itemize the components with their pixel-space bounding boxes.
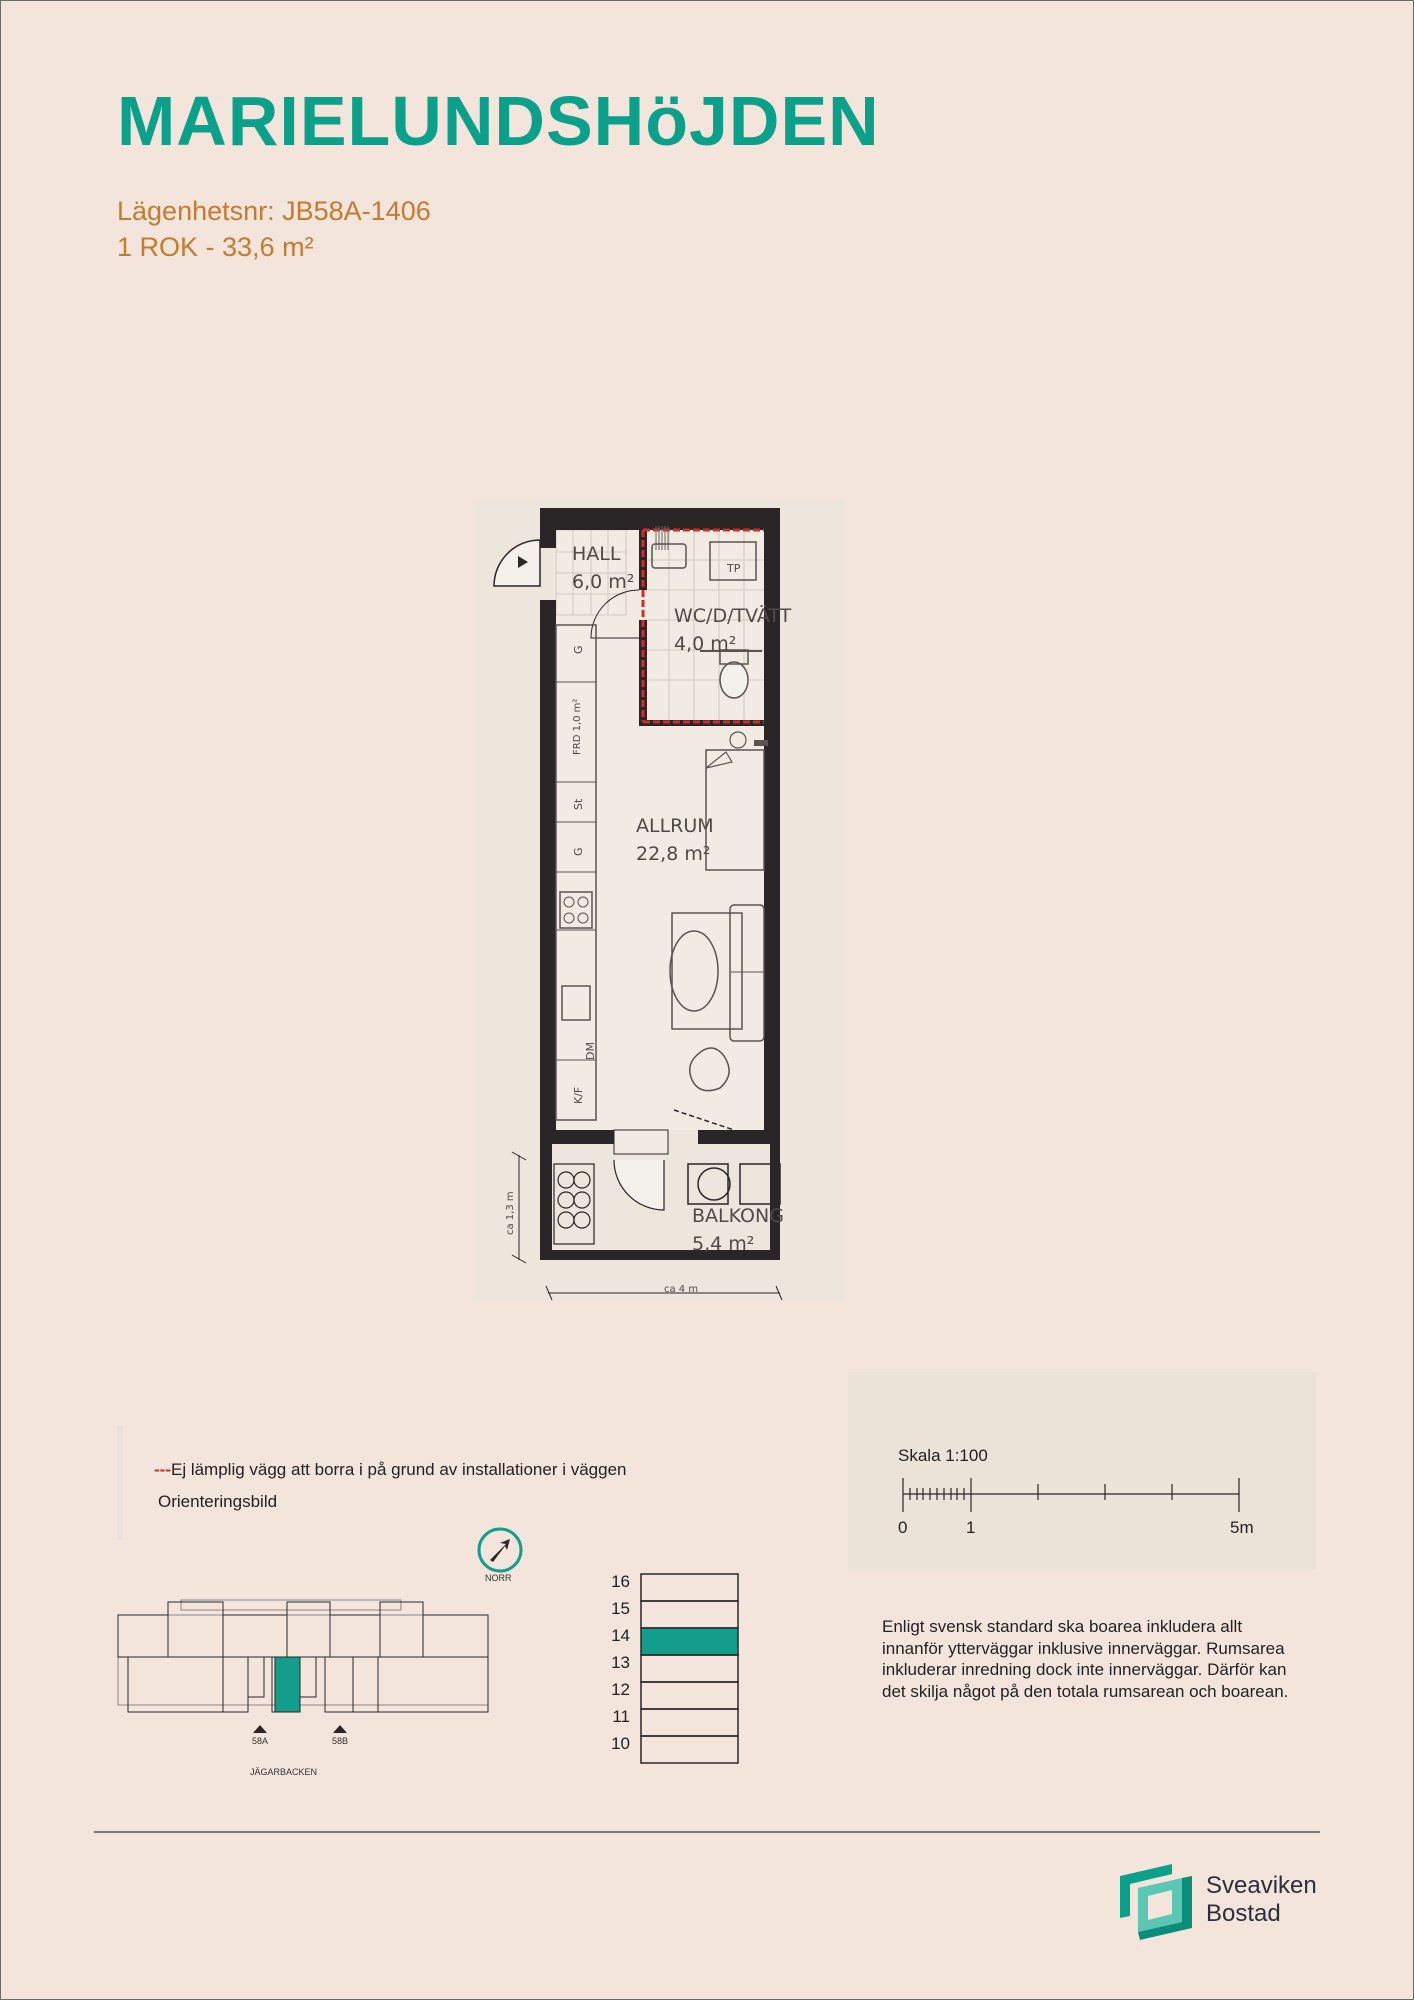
- page-title: MARIELUNDSHöJDEN: [117, 82, 880, 160]
- room-hall-name: HALL: [572, 543, 621, 565]
- orientation-label: Orienteringsbild: [158, 1492, 278, 1511]
- apartment-number: Lägenhetsnr: JB58A-1406: [117, 196, 431, 226]
- legend-note: [154, 1460, 626, 1480]
- legend-note-text: Ej lämplig vägg att borra i på grund av installationer i väggen: [170, 1460, 627, 1479]
- scale-label-1: 1: [966, 1518, 976, 1537]
- scale-box: [848, 1372, 1316, 1570]
- entrance-58a: 58A: [252, 1736, 269, 1746]
- logo-text-line1: Sveaviken: [1206, 1872, 1317, 1899]
- logo-text-line2: Bostad: [1206, 1900, 1281, 1927]
- north-label: NORR: [485, 1573, 512, 1583]
- sveaviken-logo-icon: [1116, 1860, 1196, 1940]
- appliance-label-kf: K/F: [572, 1086, 585, 1104]
- room-hall-area: 6,0 m²: [572, 571, 635, 593]
- room-balkong-name: BALKONG: [692, 1205, 784, 1227]
- apartment-size: 1 ROK - 33,6 m²: [117, 232, 314, 262]
- entrance-58b: 58B: [332, 1736, 349, 1746]
- floor-label-12: 12: [611, 1680, 630, 1699]
- red-dash-symbol: ---: [154, 1460, 171, 1479]
- scale-title: Skala 1:100: [898, 1446, 988, 1465]
- site-plan: [115, 1595, 495, 1795]
- floor-label-15: 15: [611, 1599, 630, 1618]
- north-arrow-icon: [476, 1526, 524, 1574]
- room-wc-name: WC/D/TVÄTT: [674, 605, 792, 627]
- appliance-label-st: St: [572, 798, 585, 810]
- floor-plan: [474, 500, 844, 1320]
- floor-label-11: 11: [612, 1707, 630, 1726]
- appliance-label-dm: DM: [584, 1042, 597, 1060]
- appliance-label-g2: G: [572, 847, 585, 856]
- room-wc-area: 4,0 m²: [674, 633, 737, 655]
- appliance-label-frd: FRD 1,0 m²: [572, 698, 583, 755]
- scale-label-0: 0: [898, 1518, 908, 1537]
- footer-divider: [94, 1831, 1320, 1833]
- floor-label-13: 13: [611, 1653, 630, 1672]
- dimension-depth: ca 1,3 m: [505, 1191, 516, 1235]
- room-allrum-name: ALLRUM: [636, 815, 714, 837]
- appliance-label-g1: G: [572, 645, 585, 654]
- dimension-width: ca 4 m: [664, 1284, 699, 1295]
- appliance-label-tp: TP: [727, 562, 741, 575]
- floor-label-10: 10: [611, 1734, 630, 1753]
- legend-bar: [117, 1425, 123, 1540]
- floor-label-14: 14: [611, 1626, 630, 1645]
- room-balkong-area: 5,4 m²: [692, 1233, 755, 1255]
- street-name: JÄGARBACKEN: [250, 1767, 318, 1777]
- area-info-text: Enligt svensk standard ska boarea inkludera allt innanför ytterväggar inklusive innerväggar. Rumsarea inkluderar inredning dock inte innerväggar. Därför kan det skilja något på den totala rumsarean och boarean.: [882, 1617, 1289, 1701]
- floor-label-16: 16: [611, 1572, 630, 1591]
- room-allrum-area: 22,8 m²: [636, 843, 711, 865]
- scale-label-5m: 5m: [1230, 1518, 1254, 1537]
- scale-bar: [896, 1472, 1246, 1516]
